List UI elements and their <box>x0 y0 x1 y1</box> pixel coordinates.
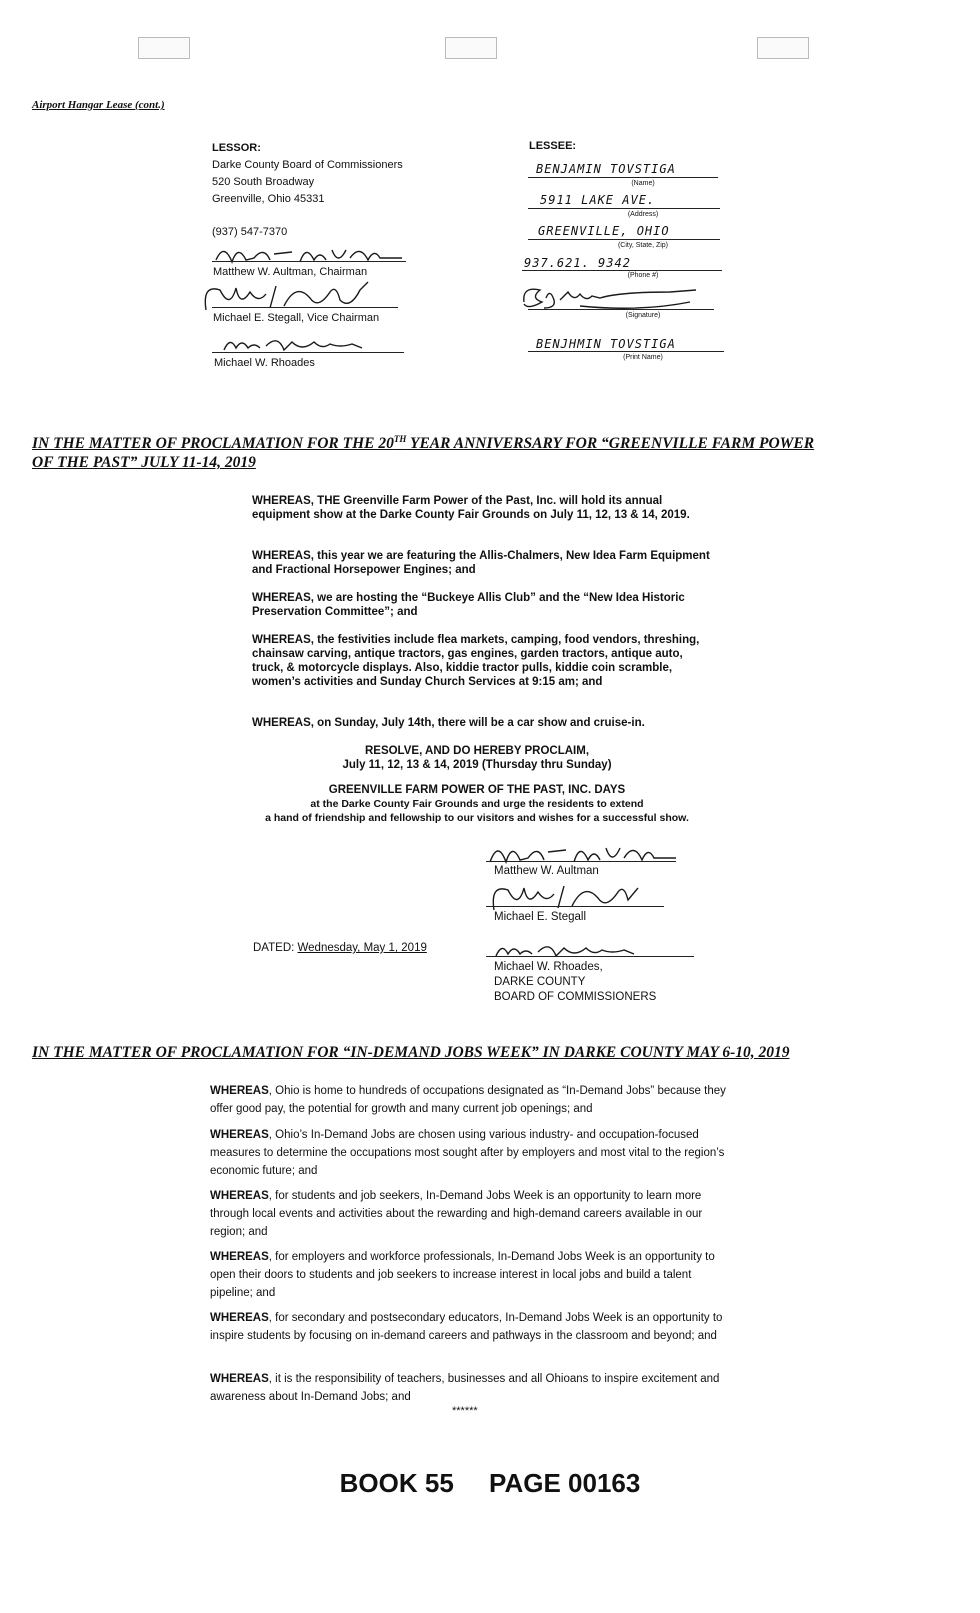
lessee-heading: LESSEE: <box>529 140 577 152</box>
signature-stegall <box>200 280 380 316</box>
lessee-phone-caption: (Phone #) <box>627 272 659 279</box>
proclamation2-paragraph: WHEREAS, Ohio’s In-Demand Jobs are chosen using various industry- and occupation-focused measures to determine the occupations most sought after by employers and most vital to the region’s economic future; and <box>210 1129 725 1177</box>
page-number: PAGE 00163 <box>489 1468 641 1498</box>
proclamation2-paragraph: WHEREAS, for secondary and postsecondary educators, In-Demand Jobs Week is an opportunity to inspire students by focusing on in-demand careers and pathways in the classroom and beyond; and <box>210 1312 723 1342</box>
proclamation2-paragraph: WHEREAS, for students and job seekers, In-Demand Jobs Week is an opportunity to learn more through local events and activities about the rewarding and high-demand careers available in our region; and <box>210 1190 703 1238</box>
proclamation1-paragraph: WHEREAS, on Sunday, July 14th, there will be a car show and cruise-in. <box>252 717 645 729</box>
continuation-title: Airport Hangar Lease (cont.) <box>32 99 165 111</box>
proclamation1-title: IN THE MATTER OF PROCLAMATION FOR THE 20TH YEAR ANNIVERSARY FOR “GREENVILLE FARM POWER OF THE PAST” JULY 11-14, 2019 <box>32 434 815 472</box>
lessee-city: GREENVILLE, OHIO <box>538 224 670 238</box>
lessor-signer-3: Michael W. Rhoades <box>214 357 315 369</box>
lessor-heading: LESSOR: <box>212 142 261 154</box>
proclamation1-paragraph: WHEREAS, THE Greenville Farm Power of the Past, Inc. will hold its annual equipment show at the Darke County Fair Grounds on July 11, 12, 13 & 14, 2019. <box>252 495 690 521</box>
lessee-address-caption: (Address) <box>627 211 659 218</box>
signature-rhoades <box>222 334 372 354</box>
stars-separator: ****** <box>452 1405 478 1417</box>
proclamation1-signer-1: Matthew W. Aultman <box>494 865 599 877</box>
proclamation1-board: Michael W. Rhoades, DARKE COUNTY BOARD OF COMMISSIONERS <box>494 961 657 1003</box>
proclamation2-paragraph: WHEREAS, for employers and workforce professionals, In-Demand Jobs Week is an opportunity to open their doors to students and job seekers to increase interest in local jobs and build a talent pipeline; and <box>210 1251 715 1299</box>
proclamation1-paragraph: WHEREAS, this year we are featuring the Allis-Chalmers, New Idea Farm Equipment and Fractional Horsepower Engines; and <box>252 550 710 576</box>
proclamation2-title: IN THE MATTER OF PROCLAMATION FOR “IN-DEMAND JOBS WEEK” IN DARKE COUNTY MAY 6-10, 2019 <box>32 1044 790 1061</box>
lessee-name-caption: (Name) <box>631 180 655 187</box>
lessee-city-caption: (City, State, Zip) <box>617 242 669 249</box>
lessee-print-caption: (Print Name) <box>623 354 663 361</box>
dated-line: DATED: Wednesday, May 1, 2019 <box>253 942 427 954</box>
lessee-address: 5911 LAKE AVE. <box>540 193 656 207</box>
signature-aultman <box>214 240 404 268</box>
signature-rhoades <box>494 940 644 960</box>
lessor-signer-2: Michael E. Stegall, Vice Chairman <box>213 312 380 324</box>
lessee-phone: 937.621. 9342 <box>524 256 631 270</box>
proclamation1-signer-2: Michael E. Stegall <box>494 911 587 923</box>
lessor-city: Greenville, Ohio 45331 <box>212 193 325 205</box>
scan-mark-box <box>757 37 809 59</box>
lessor-phone: (937) 547-7370 <box>212 226 288 238</box>
lessee-signature-caption: (Signature) <box>625 312 661 319</box>
signature-aultman <box>488 838 678 868</box>
book-number: BOOK 55 <box>339 1468 454 1498</box>
proclamation1-paragraph: WHEREAS, the festivities include flea markets, camping, food vendors, threshing, chainsaw carving, antique tractors, gas engines, garden tractors, antique auto, truck, & motorcycle displays. Also, kiddie tractor pulls, kiddie coin scramble, women’s activities and Sunday Church Services at 9:15 am; and <box>252 634 700 688</box>
proclamation1-days: GREENVILLE FARM POWER OF THE PAST, INC. DAYS at the Darke County Fair Grounds and urge the residents to extend a hand of friendship and fellowship to our visitors and wishes for a successful show. <box>265 784 689 824</box>
scan-mark-box <box>138 37 190 59</box>
proclamation2-paragraph: WHEREAS, it is the responsibility of teachers, businesses and all Ohioans to inspire excitement and awareness about In-Demand Jobs; and <box>210 1373 720 1403</box>
lessee-print-name: BENJHMIN TOVSTIGA <box>536 337 676 351</box>
lessee-name: BENJAMIN TOVSTIGA <box>536 162 676 176</box>
lessor-street: 520 South Broadway <box>212 176 315 188</box>
book-page-footer <box>0 1468 980 1499</box>
lessor-signer-1: Matthew W. Aultman, Chairman <box>213 266 368 278</box>
proclamation2-paragraph: WHEREAS, Ohio is home to hundreds of occupations designated as “In-Demand Jobs” because they offer good pay, the potential for growth and many current job openings; and <box>210 1085 726 1115</box>
proclamation1-paragraph: WHEREAS, we are hosting the “Buckeye Allis Club” and the “New Idea Historic Preservation Committee”; and <box>252 592 685 618</box>
signature-stegall <box>488 880 648 914</box>
proclamation1-resolve: RESOLVE, AND DO HEREBY PROCLAIM, July 11, 12, 13 & 14, 2019 (Thursday thru Sunday) <box>342 745 612 771</box>
lessor-block <box>212 140 403 241</box>
lessor-org: Darke County Board of Commissioners <box>212 159 403 171</box>
scan-mark-box <box>445 37 497 59</box>
